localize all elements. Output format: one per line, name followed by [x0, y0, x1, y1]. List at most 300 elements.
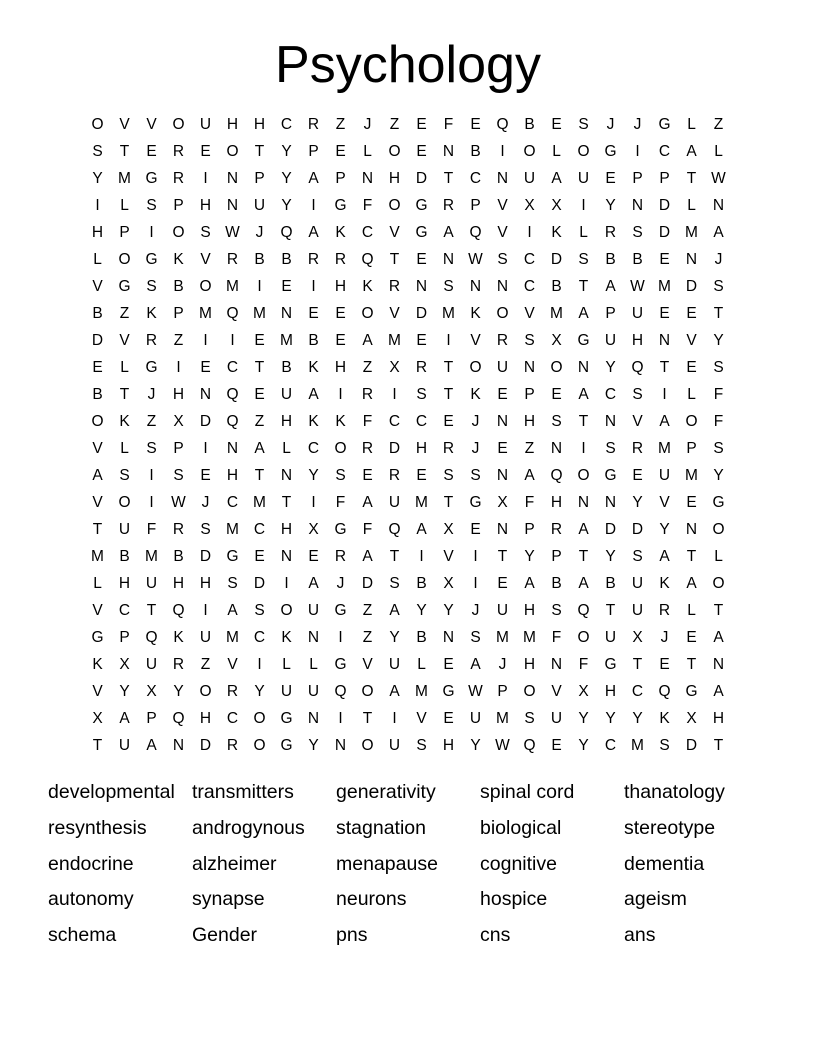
grid-letter: O	[280, 602, 293, 619]
grid-letter: E	[254, 332, 265, 349]
grid-letter: S	[632, 386, 643, 403]
grid-row	[84, 491, 732, 518]
grid-letter: E	[470, 521, 481, 538]
grid-letter: O	[199, 278, 212, 295]
grid-letter: L	[93, 251, 102, 268]
grid-letter: C	[118, 602, 131, 619]
grid-letter: E	[281, 278, 292, 295]
grid-row	[84, 545, 732, 572]
grid-letter: E	[416, 116, 427, 133]
grid-letter: G	[145, 251, 158, 268]
grid-letter: M	[658, 440, 671, 457]
word-list-item: spinal cord	[480, 781, 575, 803]
grid-letter: T	[119, 386, 130, 403]
grid-letter: I	[149, 494, 154, 511]
grid-letter: F	[578, 656, 589, 673]
grid-letter: E	[416, 332, 427, 349]
grid-letter: S	[200, 224, 211, 241]
grid-row	[84, 626, 732, 653]
grid-letter: B	[281, 359, 292, 376]
grid-letter: T	[254, 359, 265, 376]
grid-letter: G	[145, 170, 158, 187]
grid-row	[84, 680, 732, 707]
grid-letter: K	[308, 359, 319, 376]
grid-letter: X	[443, 575, 454, 592]
grid-letter: A	[308, 224, 319, 241]
grid-letter: J	[255, 224, 264, 241]
grid-letter: K	[335, 224, 346, 241]
grid-letter: Z	[362, 629, 373, 646]
grid-letter: U	[118, 737, 131, 754]
grid-letter: Z	[524, 440, 535, 457]
grid-letter: N	[496, 413, 509, 430]
grid-letter: T	[659, 359, 670, 376]
grid-letter: S	[416, 737, 427, 754]
grid-letter: D	[685, 737, 698, 754]
grid-letter: I	[203, 440, 208, 457]
grid-letter: P	[632, 170, 643, 187]
grid-letter: O	[469, 359, 482, 376]
grid-letter: L	[579, 224, 588, 241]
grid-letter: H	[280, 413, 293, 430]
grid-letter: K	[173, 251, 184, 268]
grid-letter: S	[524, 332, 535, 349]
grid-letter: S	[578, 116, 589, 133]
grid-letter: H	[172, 386, 185, 403]
grid-letter: A	[308, 170, 319, 187]
grid-letter: H	[118, 575, 131, 592]
grid-letter: O	[253, 710, 266, 727]
grid-row	[84, 572, 732, 599]
grid-row	[84, 302, 732, 329]
grid-letter: A	[119, 710, 130, 727]
word-list-item: schema	[48, 924, 117, 946]
grid-letter: D	[415, 305, 428, 322]
grid-letter: K	[92, 656, 103, 673]
grid-letter: U	[631, 305, 644, 322]
grid-letter: D	[253, 575, 266, 592]
grid-letter: V	[686, 332, 697, 349]
grid-letter: I	[311, 197, 316, 214]
grid-letter: S	[119, 467, 130, 484]
grid-letter: N	[496, 170, 509, 187]
grid-letter: U	[550, 710, 563, 727]
grid-letter: B	[551, 575, 562, 592]
grid-letter: S	[146, 440, 157, 457]
grid-letter: N	[226, 440, 239, 457]
grid-letter: L	[93, 575, 102, 592]
grid-letter: N	[550, 656, 563, 673]
grid-letter: N	[442, 143, 455, 160]
grid-letter: T	[713, 602, 724, 619]
grid-letter: Q	[523, 737, 536, 754]
grid-letter: O	[550, 359, 563, 376]
grid-letter: N	[604, 413, 617, 430]
grid-letter: V	[92, 440, 103, 457]
grid-letter: S	[200, 521, 211, 538]
grid-letter: L	[120, 197, 129, 214]
grid-letter: N	[496, 278, 509, 295]
grid-row	[84, 275, 732, 302]
grid-letter: D	[550, 251, 563, 268]
grid-letter: F	[713, 386, 724, 403]
grid-row	[84, 518, 732, 545]
grid-letter: Y	[443, 602, 454, 619]
grid-letter: P	[470, 197, 481, 214]
grid-letter: E	[551, 737, 562, 754]
grid-letter: M	[496, 629, 509, 646]
grid-letter: A	[524, 575, 535, 592]
grid-letter: X	[686, 710, 697, 727]
grid-letter: C	[307, 440, 320, 457]
grid-letter: I	[392, 710, 397, 727]
word-list-item: biological	[480, 816, 562, 839]
grid-letter: W	[468, 683, 483, 700]
grid-letter: Y	[281, 197, 292, 214]
grid-letter: E	[92, 359, 103, 376]
grid-letter: T	[281, 494, 292, 511]
grid-letter: C	[253, 521, 266, 538]
grid-letter: E	[605, 170, 616, 187]
grid-letter: H	[172, 575, 185, 592]
grid-letter: Q	[226, 386, 239, 403]
grid-letter: R	[226, 251, 239, 268]
grid-letter: Z	[254, 413, 265, 430]
grid-letter: E	[308, 305, 319, 322]
grid-letter: X	[119, 656, 130, 673]
grid-letter: Q	[226, 305, 239, 322]
grid-letter: L	[687, 116, 696, 133]
grid-letter: H	[253, 116, 266, 133]
grid-letter: C	[658, 143, 671, 160]
grid-letter: O	[712, 575, 725, 592]
grid-letter: T	[362, 710, 373, 727]
grid-letter: G	[604, 656, 617, 673]
grid-letter: L	[282, 656, 291, 673]
grid-letter: N	[550, 440, 563, 457]
grid-letter: K	[146, 305, 157, 322]
grid-letter: P	[605, 305, 616, 322]
grid-letter: O	[334, 440, 347, 457]
grid-letter: E	[335, 332, 346, 349]
grid-letter: Y	[659, 521, 670, 538]
grid-letter: I	[203, 332, 208, 349]
grid-letter: C	[253, 629, 266, 646]
grid-letter: T	[389, 251, 400, 268]
grid-letter: A	[362, 548, 373, 565]
grid-letter: H	[199, 575, 212, 592]
grid-letter: Z	[362, 359, 373, 376]
grid-letter: G	[604, 143, 617, 160]
grid-letter: U	[604, 332, 617, 349]
grid-letter: Y	[713, 467, 724, 484]
grid-letter: V	[119, 332, 130, 349]
grid-letter: G	[280, 710, 293, 727]
grid-letter: X	[389, 359, 400, 376]
grid-letter: G	[469, 494, 482, 511]
grid-letter: P	[308, 143, 319, 160]
word-list-item: endocrine	[48, 852, 134, 875]
grid-letter: U	[496, 602, 509, 619]
grid-letter: A	[443, 224, 454, 241]
grid-letter: N	[658, 332, 671, 349]
grid-letter: I	[473, 575, 478, 592]
grid-letter: R	[631, 440, 644, 457]
grid-letter: S	[659, 737, 670, 754]
grid-letter: I	[176, 359, 181, 376]
grid-letter: C	[361, 224, 374, 241]
grid-letter: G	[91, 629, 104, 646]
grid-letter: N	[523, 359, 536, 376]
grid-letter: G	[226, 548, 239, 565]
grid-letter: U	[145, 575, 158, 592]
grid-letter: E	[497, 575, 508, 592]
grid-letter: X	[551, 332, 562, 349]
grid-row	[84, 410, 732, 437]
grid-letter: J	[606, 116, 615, 133]
grid-letter: I	[473, 548, 478, 565]
grid-letter: Y	[605, 710, 616, 727]
grid-letter: E	[362, 467, 373, 484]
grid-letter: R	[172, 656, 185, 673]
grid-letter: B	[92, 305, 103, 322]
grid-letter: A	[713, 224, 724, 241]
word-list-item: cognitive	[480, 852, 557, 875]
grid-letter: R	[442, 197, 455, 214]
grid-letter: D	[199, 548, 212, 565]
word-list-item: developmental	[48, 781, 175, 803]
grid-letter: X	[92, 710, 103, 727]
grid-letter: O	[523, 143, 536, 160]
grid-letter: Y	[308, 737, 319, 754]
grid-letter: V	[389, 305, 400, 322]
grid-letter: U	[523, 170, 536, 187]
grid-letter: H	[334, 278, 347, 295]
grid-letter: Z	[335, 116, 346, 133]
grid-letter: F	[146, 521, 157, 538]
grid-letter: Y	[605, 197, 616, 214]
grid-letter: A	[389, 683, 400, 700]
grid-letter: E	[497, 386, 508, 403]
grid-letter: G	[334, 197, 347, 214]
grid-letter: S	[713, 440, 724, 457]
grid-letter: N	[172, 737, 185, 754]
grid-letter: E	[335, 305, 346, 322]
grid-letter: X	[551, 197, 562, 214]
grid-letter: T	[254, 467, 265, 484]
grid-letter: Y	[92, 170, 103, 187]
grid-letter: P	[119, 629, 130, 646]
grid-letter: A	[146, 737, 157, 754]
grid-letter: R	[388, 467, 401, 484]
grid-letter: Q	[631, 359, 644, 376]
grid-letter: B	[470, 143, 481, 160]
grid-letter: E	[497, 440, 508, 457]
grid-letter: B	[92, 386, 103, 403]
grid-letter: U	[280, 683, 293, 700]
grid-letter: T	[686, 656, 697, 673]
grid-letter: G	[334, 521, 347, 538]
grid-letter: S	[443, 278, 454, 295]
grid-letter: B	[524, 116, 535, 133]
grid-letter: G	[577, 332, 590, 349]
grid-letter: S	[146, 197, 157, 214]
grid-letter: U	[199, 116, 212, 133]
grid-letter: E	[254, 386, 265, 403]
grid-letter: T	[578, 413, 589, 430]
grid-letter: D	[658, 224, 671, 241]
grid-letter: G	[334, 656, 347, 673]
word-list-item: stagnation	[336, 816, 426, 839]
grid-letter: U	[280, 386, 293, 403]
grid-letter: O	[388, 197, 401, 214]
grid-letter: Q	[469, 224, 482, 241]
grid-letter: O	[577, 143, 590, 160]
grid-letter: O	[118, 251, 131, 268]
grid-letter: L	[687, 386, 696, 403]
grid-letter: A	[659, 548, 670, 565]
grid-letter: M	[523, 629, 536, 646]
grid-letter: P	[524, 386, 535, 403]
grid-letter: N	[685, 521, 698, 538]
grid-letter: M	[388, 332, 401, 349]
grid-letter: T	[578, 548, 589, 565]
grid-letter: O	[388, 143, 401, 160]
grid-letter: O	[253, 737, 266, 754]
grid-letter: Y	[605, 359, 616, 376]
grid-letter: Y	[173, 683, 184, 700]
grid-letter: E	[146, 143, 157, 160]
grid-letter: W	[468, 251, 483, 268]
grid-letter: V	[119, 116, 130, 133]
grid-letter: M	[226, 521, 239, 538]
grid-letter: D	[658, 197, 671, 214]
grid-letter: Y	[119, 683, 130, 700]
grid-letter: O	[577, 629, 590, 646]
grid-letter: B	[173, 548, 184, 565]
word-list-item: resynthesis	[48, 816, 147, 839]
grid-letter: N	[334, 737, 347, 754]
grid-letter: E	[443, 413, 454, 430]
grid-letter: W	[495, 737, 510, 754]
grid-letter: W	[711, 170, 726, 187]
grid-letter: H	[442, 737, 455, 754]
grid-letter: E	[470, 116, 481, 133]
grid-letter: A	[605, 278, 616, 295]
grid-letter: D	[388, 440, 401, 457]
word-list-item: transmitters	[192, 781, 294, 803]
grid-letter: A	[659, 413, 670, 430]
grid-letter: K	[659, 575, 670, 592]
grid-letter: D	[199, 737, 212, 754]
grid-letter: P	[173, 440, 184, 457]
grid-letter: C	[388, 413, 401, 430]
grid-letter: U	[145, 656, 158, 673]
grid-letter: V	[389, 224, 400, 241]
grid-letter: O	[577, 467, 590, 484]
grid-letter: O	[199, 683, 212, 700]
grid-letter: O	[712, 521, 725, 538]
grid-letter: Y	[470, 737, 481, 754]
grid-letter: E	[686, 629, 697, 646]
grid-letter: V	[524, 305, 535, 322]
grid-letter: J	[471, 602, 480, 619]
grid-letter: R	[334, 548, 347, 565]
grid-letter: Z	[173, 332, 184, 349]
grid-letter: C	[523, 251, 536, 268]
word-list-item: stereotype	[624, 816, 716, 839]
grid-letter: S	[713, 278, 724, 295]
grid-letter: S	[146, 278, 157, 295]
grid-letter: V	[443, 548, 454, 565]
grid-letter: S	[632, 548, 643, 565]
grid-row	[84, 248, 732, 275]
grid-letter: E	[659, 251, 670, 268]
grid-letter: P	[254, 170, 265, 187]
grid-letter: R	[172, 143, 185, 160]
grid-letter: A	[713, 683, 724, 700]
grid-letter: G	[145, 359, 158, 376]
grid-letter: I	[662, 386, 667, 403]
grid-letter: F	[362, 413, 373, 430]
grid-letter: R	[361, 440, 374, 457]
letter-grid	[84, 113, 732, 761]
grid-letter: G	[604, 467, 617, 484]
grid-letter: T	[443, 170, 454, 187]
grid-letter: S	[443, 467, 454, 484]
grid-letter: S	[470, 467, 481, 484]
grid-row	[84, 194, 732, 221]
grid-letter: X	[308, 521, 319, 538]
grid-letter: S	[227, 575, 238, 592]
grid-letter: U	[388, 494, 401, 511]
grid-letter: Q	[226, 413, 239, 430]
grid-row	[84, 437, 732, 464]
grid-letter: Q	[577, 602, 590, 619]
grid-letter: N	[199, 386, 212, 403]
grid-letter: N	[442, 629, 455, 646]
grid-letter: N	[712, 656, 725, 673]
grid-letter: H	[415, 440, 428, 457]
grid-letter: C	[523, 278, 536, 295]
grid-letter: O	[172, 116, 185, 133]
grid-row	[84, 383, 732, 410]
grid-letter: T	[443, 359, 454, 376]
grid-letter: A	[362, 332, 373, 349]
grid-letter: Z	[146, 413, 157, 430]
grid-letter: Y	[524, 548, 535, 565]
grid-letter: Y	[578, 737, 589, 754]
grid-letter: G	[415, 197, 428, 214]
grid-letter: H	[712, 710, 725, 727]
grid-row	[84, 464, 732, 491]
grid-letter: G	[334, 602, 347, 619]
grid-letter: B	[308, 332, 319, 349]
grid-letter: J	[201, 494, 210, 511]
grid-row	[84, 167, 732, 194]
grid-letter: U	[388, 737, 401, 754]
grid-letter: X	[632, 629, 643, 646]
grid-letter: F	[443, 116, 454, 133]
grid-letter: I	[527, 224, 532, 241]
grid-letter: M	[199, 305, 212, 322]
grid-letter: F	[551, 629, 562, 646]
grid-letter: O	[118, 494, 131, 511]
grid-letter: O	[361, 683, 374, 700]
grid-letter: C	[469, 170, 482, 187]
grid-letter: T	[92, 737, 103, 754]
grid-letter: E	[200, 359, 211, 376]
